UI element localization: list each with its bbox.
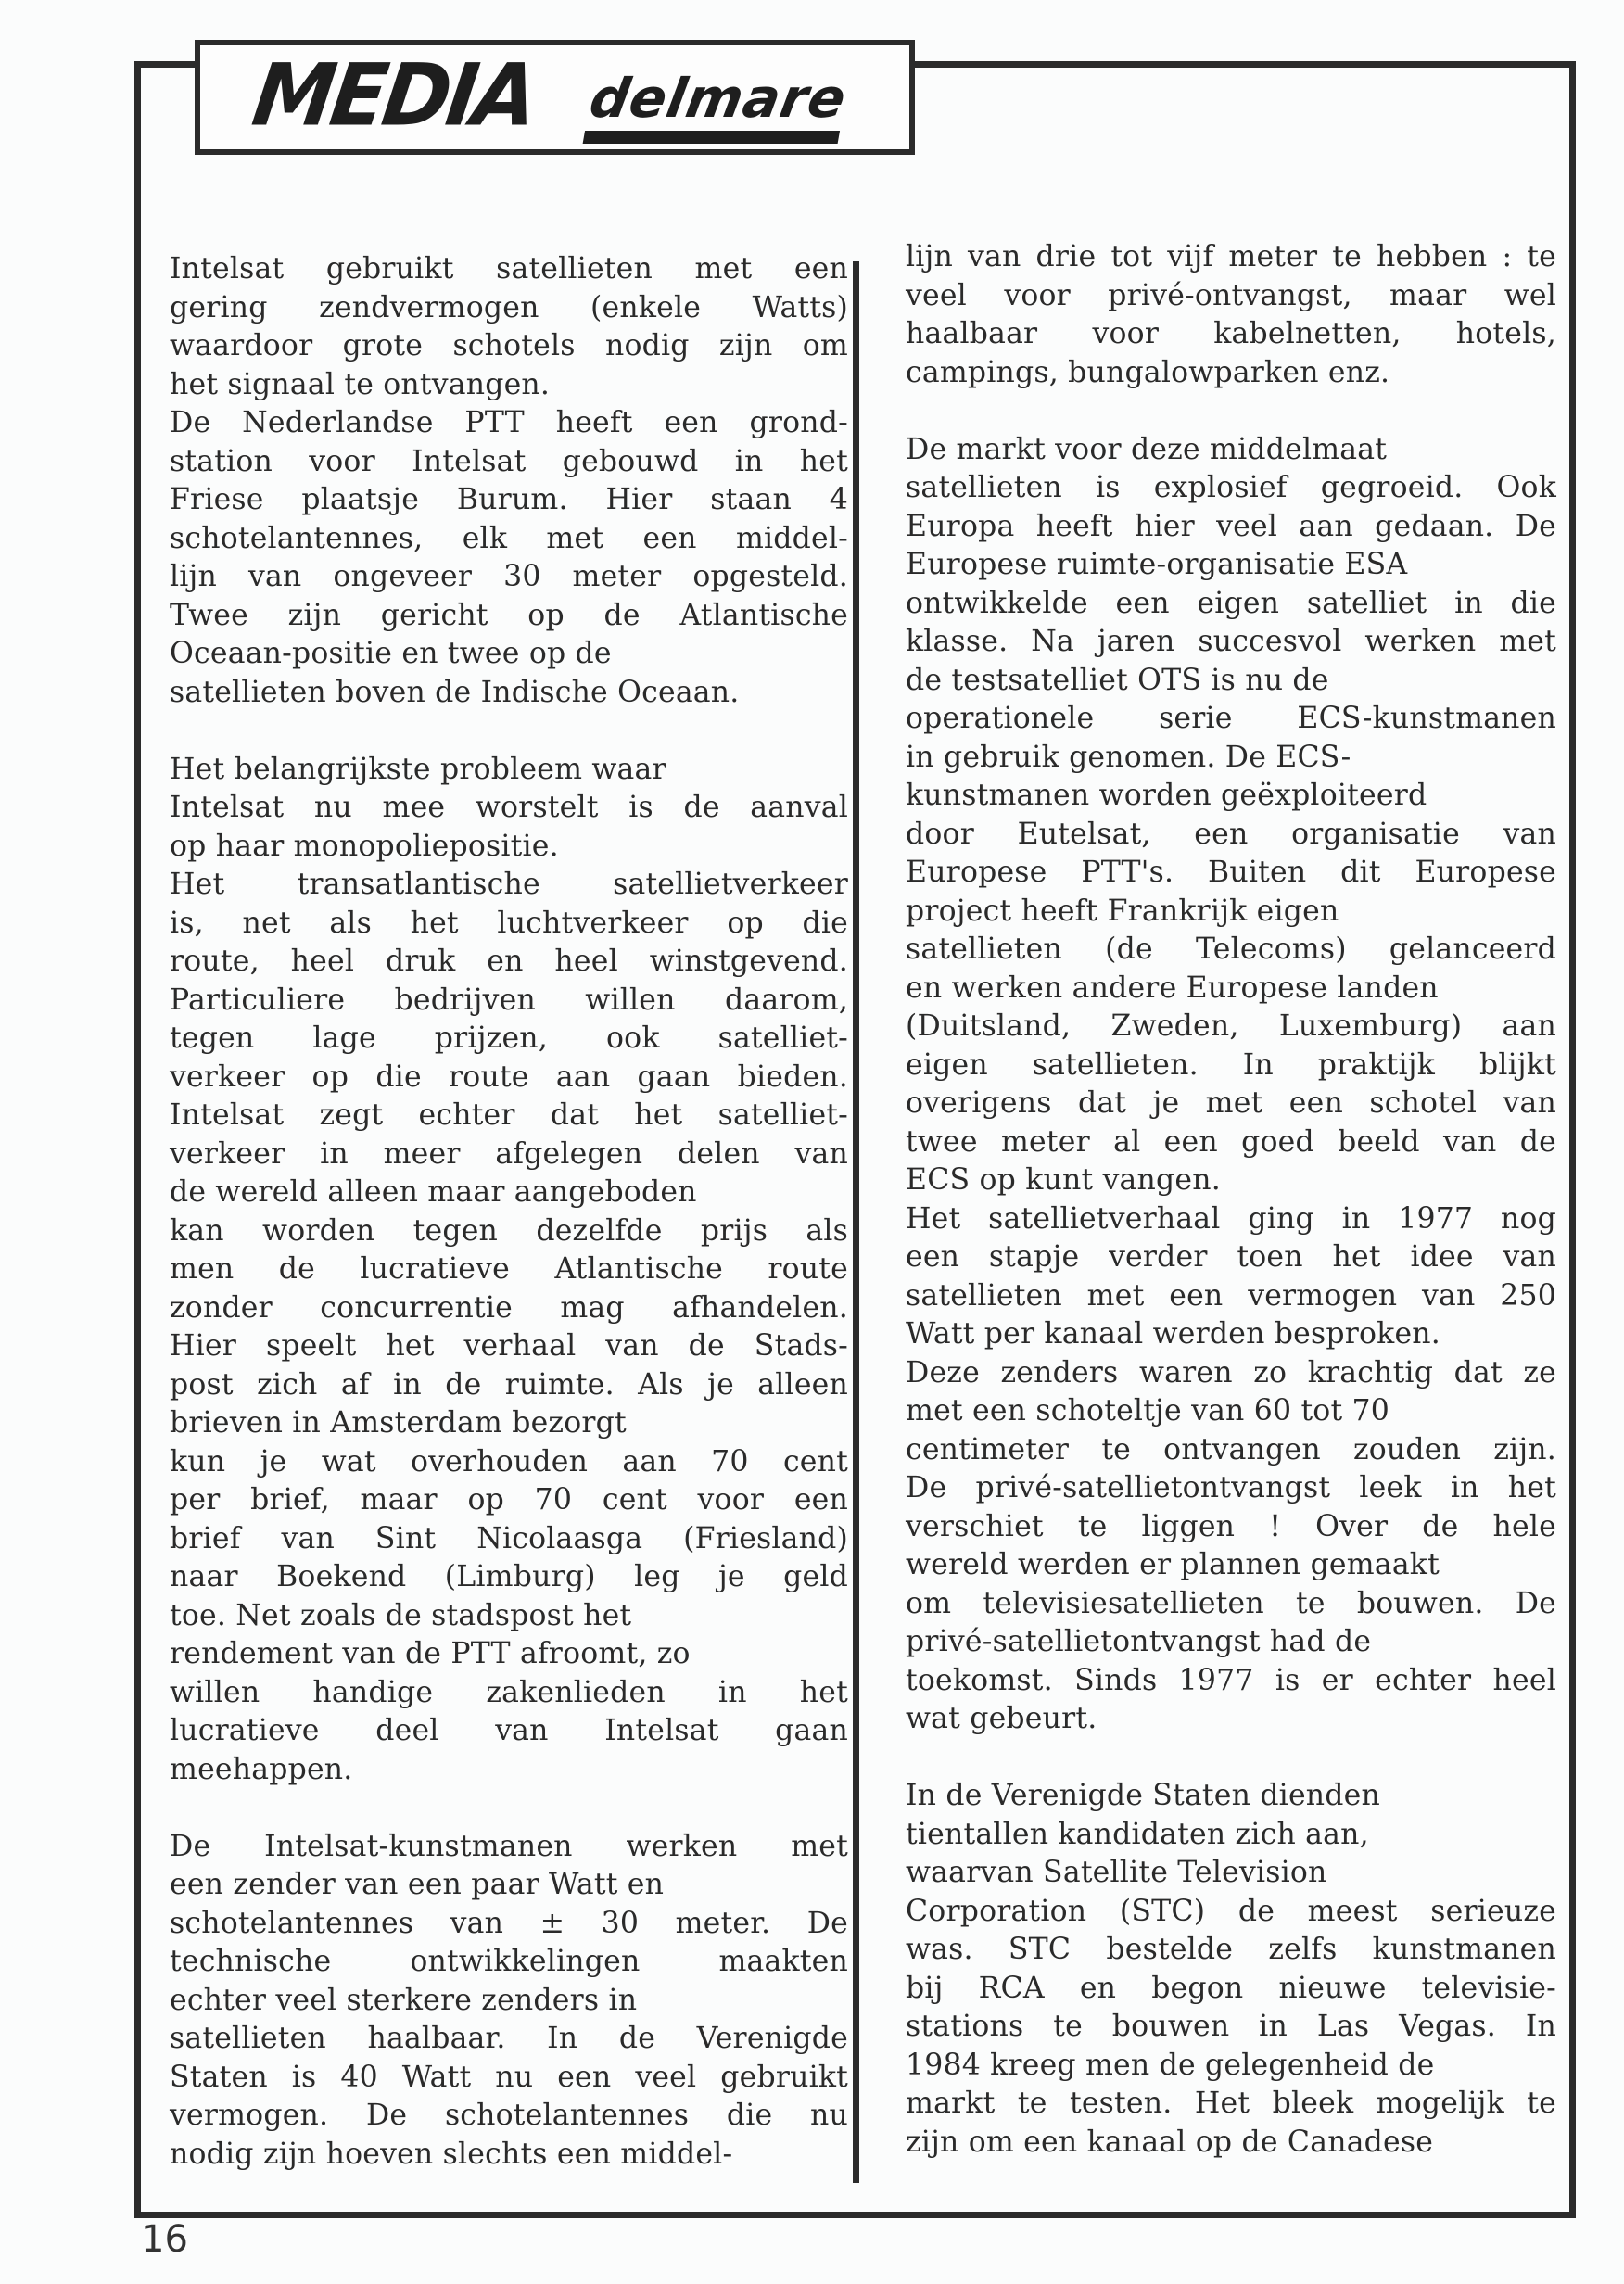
text-line: met een schoteltje van 60 tot 70: [906, 1394, 1390, 1428]
text-line: tegen lage prijzen, ook satelliet-: [170, 1021, 848, 1055]
text-line: lijn van drie tot vijf meter te hebben : te: [906, 240, 1556, 273]
text-line: Intelsat gebruikt satellieten met een: [170, 252, 848, 286]
text-line: meehappen.: [170, 1752, 353, 1786]
text-line: eigen satellieten. In praktijk blijkt: [906, 1047, 1556, 1082]
text-line: wat gebeurt.: [906, 1702, 1097, 1735]
text-line: De Nederlandse PTT heeft een grond-: [170, 406, 848, 439]
text-line: willen handige zakenlieden in het: [170, 1675, 848, 1709]
text-line: technische ontwikkelingen maakten: [170, 1945, 848, 1978]
text-line: vermogen. De schotelantennes die nu: [170, 2099, 848, 2132]
text-line: Europese ruimte-organisatie ESA: [906, 548, 1408, 581]
text-line: Staten is 40 Watt nu een veel gebruikt: [170, 2060, 848, 2094]
text-line: Het belangrijkste probleem waar: [170, 752, 666, 786]
text-line: kunstmanen worden geëxploiteerd: [906, 779, 1427, 812]
text-line: De Intelsat-kunstmanen werken met: [170, 1829, 848, 1863]
text-line: markt te testen. Het bleek mogelijk te: [906, 2087, 1556, 2120]
text-line: overigens dat je met een schotel van: [906, 1086, 1556, 1120]
text-line: operationele serie ECS-kunstmanen: [906, 702, 1556, 735]
text-line: waardoor grote schotels nodig zijn om: [170, 329, 848, 362]
text-line: Het transatlantische satellietverkeer: [170, 868, 848, 901]
text-line: brieven in Amsterdam bezorgt: [170, 1406, 627, 1440]
text-line: verschiet te liggen ! Over de hele: [906, 1509, 1556, 1543]
text-line: haalbaar voor kabelnetten, hotels,: [906, 317, 1556, 350]
text-line: toe. Net zoals de stadspost het: [170, 1598, 632, 1632]
text-line: schotelantennes, elk met een middel-: [170, 521, 848, 555]
paragraph-gap: [170, 712, 848, 751]
text-line: gering zendvermogen (enkele Watts): [170, 290, 848, 324]
text-line: de wereld alleen maar aangeboden: [170, 1175, 697, 1209]
text-line: Oceaan-positie en twee op de: [170, 637, 612, 670]
text-line: verkeer op die route aan gaan bieden.: [170, 1060, 848, 1094]
masthead-title: MEDIA: [247, 44, 541, 146]
text-line: post zich af in de ruimte. Als je alleen: [170, 1367, 848, 1402]
text-line: Deze zenders waren zo krachtig dat ze: [906, 1355, 1556, 1389]
text-line: toekomst. Sinds 1977 is er echter heel: [906, 1663, 1556, 1697]
text-line: een stapje verder toen het idee van: [906, 1240, 1556, 1274]
text-line: satellieten (de Telecoms) gelanceerd: [906, 933, 1556, 966]
text-line: satellieten boven de Indische Oceaan.: [170, 675, 740, 709]
text-line: campings, bungalowparken enz.: [906, 355, 1390, 389]
text-line: centimeter te ontvangen zouden zijn.: [906, 1432, 1556, 1466]
text-line: De privé-satellietontvangst leek in het: [906, 1471, 1556, 1504]
text-line: kun je wat overhouden aan 70 cent: [170, 1444, 848, 1478]
text-line: men de lucratieve Atlantische route: [170, 1252, 848, 1286]
text-line: Europese PTT's. Buiten dit Europese: [906, 856, 1556, 889]
column-divider: [853, 261, 859, 2183]
text-line: Twee zijn gericht op de Atlantische: [170, 598, 848, 632]
text-line: De markt voor deze middelmaat: [906, 432, 1388, 466]
text-line: kan worden tegen dezelfde prijs als: [170, 1213, 848, 1248]
text-line: naar Boekend (Limburg) leg je geld: [170, 1560, 848, 1593]
text-line: is, net als het luchtverkeer op die: [170, 906, 848, 940]
text-line: twee meter al een goed beeld van de: [906, 1124, 1556, 1159]
text-line: satellieten is explosief gegroeid. Ook: [906, 471, 1556, 504]
text-line: de testsatelliet OTS is nu de: [906, 663, 1329, 697]
text-line: Hier speelt het verhaal van de Stads-: [170, 1329, 848, 1363]
text-line: veel voor privé-ontvangst, maar wel: [906, 278, 1556, 312]
text-line: ontwikkelde een eigen satelliet in die: [906, 586, 1556, 620]
text-line: lucratieve deel van Intelsat gaan: [170, 1714, 848, 1747]
text-line: wereld werden er plannen gemaakt: [906, 1548, 1440, 1581]
masthead: [195, 40, 915, 155]
text-line: per brief, maar op 70 cent voor een: [170, 1483, 848, 1516]
text-line: door Eutelsat, een organisatie van: [906, 817, 1556, 851]
text-line: Friese plaatsje Burum. Hier staan 4: [170, 483, 848, 516]
text-line: Intelsat nu mee worstelt is de aanval: [170, 791, 848, 824]
text-line: waarvan Satellite Television: [906, 1856, 1327, 1889]
text-line: echter veel sterkere zenders in: [170, 1983, 638, 2017]
text-line: tientallen kandidaten zich aan,: [906, 1817, 1369, 1851]
article-column-left: [170, 250, 848, 2174]
text-line: project heeft Frankrijk eigen: [906, 894, 1339, 928]
text-line: satellieten met een vermogen van 250: [906, 1278, 1556, 1313]
text-line: zonder concurrentie mag afhandelen.: [170, 1290, 848, 1325]
article-column-right: [906, 238, 1556, 2162]
text-line: rendement van de PTT afroomt, zo: [170, 1637, 691, 1670]
text-line: Watt per kanaal werden besproken.: [906, 1317, 1440, 1351]
masthead-subtitle: delmare: [583, 66, 852, 144]
text-line: verkeer in meer afgelegen delen van: [170, 1136, 848, 1171]
text-line: en werken andere Europese landen: [906, 971, 1439, 1005]
text-line: route, heel druk en heel winstgevend.: [170, 945, 848, 978]
page-number: 16: [141, 2218, 188, 2261]
text-line: ECS op kunt vangen.: [906, 1163, 1221, 1197]
paragraph-gap: [906, 1739, 1556, 1778]
text-line: was. STC bestelde zelfs kunstmanen: [906, 1933, 1556, 1966]
text-line: (Duitsland, Zweden, Luxemburg) aan: [906, 1009, 1556, 1043]
text-line: nodig zijn hoeven slechts een middel-: [170, 2137, 733, 2171]
text-line: brief van Sint Nicolaasga (Friesland): [170, 1521, 848, 1555]
text-line: Corporation (STC) de meest serieuze: [906, 1894, 1556, 1928]
paragraph-gap: [906, 392, 1556, 431]
text-line: Intelsat zegt echter dat het satelliet-: [170, 1098, 848, 1132]
text-line: stations te bouwen in Las Vegas. In: [906, 2010, 1556, 2043]
text-line: klasse. Na jaren succesvol werken met: [906, 625, 1556, 658]
text-line: op haar monopoliepositie.: [170, 829, 559, 863]
text-line: het signaal te ontvangen.: [170, 367, 551, 401]
text-line: privé-satellietontvangst had de: [906, 1625, 1372, 1658]
paragraph-gap: [170, 1789, 848, 1828]
text-line: een zender van een paar Watt en: [170, 1868, 665, 1901]
text-line: in gebruik genomen. De ECS-: [906, 740, 1351, 774]
text-line: Het satellietverhaal ging in 1977 nog: [906, 1201, 1556, 1236]
text-line: Europa heeft hier veel aan gedaan. De: [906, 509, 1556, 543]
text-line: station voor Intelsat gebouwd in het: [170, 444, 848, 478]
text-line: schotelantennes van ± 30 meter. De: [170, 1906, 848, 1940]
text-line: 1984 kreeg men de gelegenheid de: [906, 2048, 1435, 2082]
text-line: om televisiesatellieten te bouwen. De: [906, 1586, 1556, 1620]
text-line: satellieten haalbaar. In de Verenigde: [170, 2022, 848, 2055]
text-line: lijn van ongeveer 30 meter opgesteld.: [170, 560, 848, 593]
text-line: bij RCA en begon nieuwe televisie-: [906, 1971, 1556, 2005]
text-line: zijn om een kanaal op de Canadese: [906, 2125, 1434, 2159]
text-line: Particuliere bedrijven willen daarom,: [170, 983, 848, 1017]
text-line: In de Verenigde Staten dienden: [906, 1779, 1380, 1812]
